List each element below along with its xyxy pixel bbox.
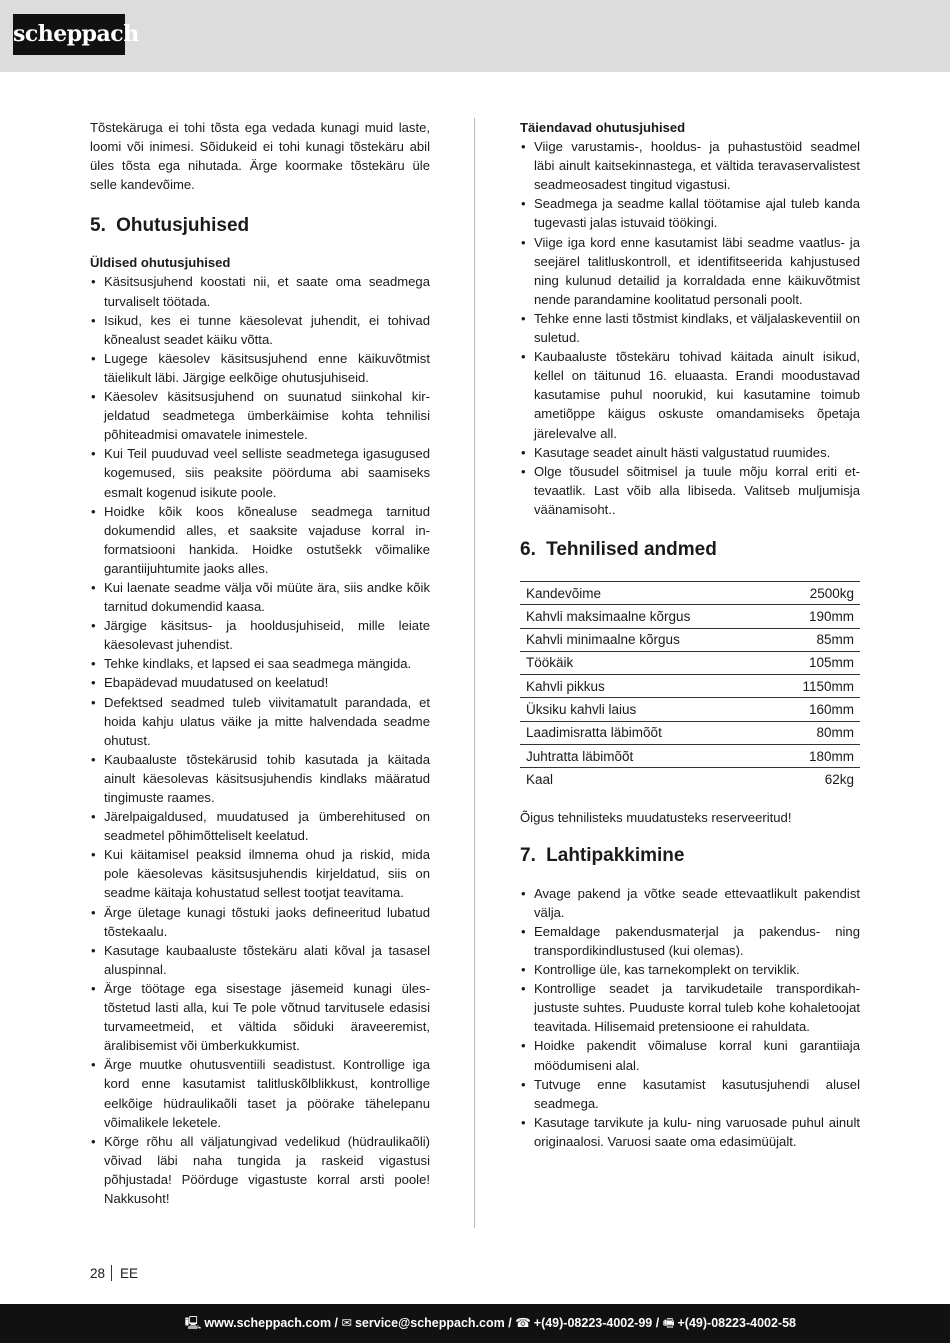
- table-row: [520, 768, 860, 791]
- list-item: • Järelpaigaldused, muudatused ja ümberehitused on seadmetel põhimõtteliselt keelatud.: [90, 807, 430, 845]
- list-item: • Ärge ületage kunagi tõstuki jaoks defineeritud lubatud tõstekaalu.: [90, 903, 430, 941]
- page-number-value: 28: [90, 1266, 106, 1281]
- section-7-heading: 7. Lahtipakkimine: [520, 844, 685, 866]
- general-safety-subheading: Üldised ohutusjuhised: [90, 255, 231, 271]
- spec-value: 1150mm: [770, 675, 860, 698]
- spec-label: Laadimisratta läbimõõt: [520, 721, 770, 744]
- general-safety-list: [90, 272, 430, 1208]
- scheppach-logo: scheppach: [13, 14, 125, 55]
- list-item: • Kasutage kaubaaluste tõstekäru alati kõval ja tasasel aluspinnal.: [90, 941, 430, 979]
- table-row: [520, 675, 860, 698]
- list-item: • Viige varustamis-, hooldus- ja puhastustöid seadmel läbi ainult kaitsekinnastega, et vältida teravaservalistest seadmeosadest tingitud vigastusi.: [520, 137, 860, 194]
- list-item: • Olge tõusudel sõitmisel ja tuule mõju korral eriti ettevaatlik. Last võib alla libiseda. Valitseb muljumisja väänamisoht..: [520, 462, 860, 519]
- spec-value: 180mm: [770, 745, 860, 768]
- spec-value: 190mm: [770, 605, 860, 628]
- list-item: • Tehke enne lasti tõstmist kindlaks, et väljalaskeventiil on suletud.: [520, 309, 860, 347]
- list-item: • Kaubaaluste tõstekäru tohivad käitada ainult isikud, kellel on täitunud 16. eluaasta. Erandi moodustavad kasutamise puhul noorukid, kui kasutamine toimub ametiõppe käigus oskuste omandamiseks õpetaja järelevalve all.: [520, 347, 860, 442]
- list-item: • Kui laenate seadme välja või müüte ära, siis andke kõik tarnitud dokumendid kaasa.: [90, 578, 430, 616]
- list-item: • Tehke kindlaks, et lapsed ei saa seadmega mängida.: [90, 654, 430, 673]
- page-number: [90, 1265, 138, 1281]
- footer-phone: +(49)-08223-4002-99 /: [533, 1316, 660, 1330]
- list-item: • Lugege käesolev käsitsusjuhend enne käikuvõtmist täielikult läbi. Järgige eelkõige ohutusjuhiseid.: [90, 349, 430, 387]
- spec-value: 80mm: [770, 721, 860, 744]
- header-band: [0, 0, 950, 72]
- table-row: [520, 651, 860, 674]
- spec-value: 105mm: [770, 651, 860, 674]
- spec-value: 85mm: [770, 628, 860, 651]
- list-item: • Avage pakend ja võtke seade ettevaatlikult pakendist välja.: [520, 884, 860, 922]
- table-row: [520, 605, 860, 628]
- email-icon: ✉: [341, 1316, 352, 1330]
- additional-safety-subheading: Täiendavad ohutusjuhised: [520, 120, 686, 135]
- right-column: [520, 118, 860, 1151]
- list-item: • Isikud, kes ei tunne käesolevat juhendit, ei tohivad kõnealust seadet käiku võtta.: [90, 311, 430, 349]
- list-item: • Ebapädevad muudatused on keelatud!: [90, 673, 430, 692]
- list-item: • Kui käitamisel peaksid ilmnema ohud ja riskid, mida pole käesolevas käsitsusjuhendis kirjeldatud, siis on seadme käitaja kohustatud sellest tootjat teavitama.: [90, 845, 430, 902]
- list-item: • Kaubaaluste tõstekärusid tohib kasutada ja käitada ainult käesolevas käsitsusjuhendis kindlaks määratud tingimuste raames.: [90, 750, 430, 807]
- list-item: • Kõrge rõhu all väljatungivad vedelikud (hüdraulikaõli) võivad läbi naha tungida ja raskeid vigastusi põhjustada! Pöörduge vigastuste korral arsti poole! Nakkusoht!: [90, 1132, 430, 1208]
- left-column: [90, 118, 430, 1208]
- list-item: • Tutvuge enne kasutamist kasutusjuhendi alusel seadmega.: [520, 1075, 860, 1113]
- section-5-heading: 5. Ohutusjuhised: [90, 215, 250, 237]
- footer-website: www.scheppach.com /: [204, 1316, 339, 1330]
- page-number-separator: [111, 1265, 112, 1281]
- table-row: [520, 698, 860, 721]
- list-item: • Kontrollige üle, kas tarnekomplekt on terviklik.: [520, 960, 860, 979]
- list-item: • Kasutage seadet ainult hästi valgustatud ruumides.: [520, 443, 860, 462]
- spec-value: 62kg: [824, 771, 854, 787]
- page-language: EE: [120, 1266, 139, 1281]
- list-item: • Seadmega ja seadme kallal töötamise ajal tuleb kanda tugevasti jalas istuvaid töökingi.: [520, 194, 860, 232]
- additional-safety-list: [520, 137, 860, 519]
- spec-label: Kahvli minimaalne kõrgus: [520, 628, 770, 651]
- column-divider: [474, 118, 475, 1228]
- computer-icon: 🖳: [184, 1316, 202, 1330]
- spec-label: Üksiku kahvli laius: [520, 698, 770, 721]
- fax-icon: 🖷: [662, 1316, 675, 1330]
- list-item: • Kontrollige seadet ja tarvikudetaile transpordikahjustuste suhtes. Puuduste korral tuleb kohe kohaletoojat teavitada. Hilisemaid pretensioone ei rahuldata.: [520, 979, 860, 1036]
- phone-icon: ☎: [515, 1316, 531, 1330]
- spec-label: Töökäik: [520, 651, 770, 674]
- list-item: • Hoidke pakendit võimaluse korral kuni garantiiaja möödumiseni alal.: [520, 1036, 860, 1074]
- list-item: • Hoidke kõik koos kõnealuse seadmega tarnitud dokumendid alles, et saaksite vajaduse korral informatsiooni hankida. Hoidke ostutšekk võimalike garantiijuhtumite jaoks alles.: [90, 502, 430, 578]
- spec-label: Kandevõime: [520, 581, 770, 604]
- list-item: • Defektsed seadmed tuleb viivitamatult parandada, et hoida kahju ulatus väike ja mitte halvendada seadme ohutust.: [90, 693, 430, 750]
- list-item: • Eemaldage pakendusmaterjal ja pakendus- ning transpordikindlustused (kui olemas).: [520, 922, 860, 960]
- spec-value: 160mm: [770, 698, 860, 721]
- list-item: • Viige iga kord enne kasutamist läbi seadme vaatlus- ja seejärel talitluskontroll, et identifitseerida kahjustused ning kulunud detailid ja korraldada enne käikuvõtmist nende parandamine koolitatud personali poolt.: [520, 233, 860, 309]
- section-6-heading: 6. Tehnilised andmed: [520, 538, 717, 560]
- intro-paragraph: Tõstekäruga ei tohi tõsta ega vedada kunagi muid laste, loomi või inimesi. Sõidukeid ei tohi kunagi tõstekäru abil üles tõsta ega nihutada. Ärge koormake tõstekäru üle selle kandevõime.: [90, 120, 430, 193]
- list-item: • Käsitsusjuhend koostati nii, et saate oma seadmega turvaliselt töötada.: [90, 272, 430, 310]
- list-item: • Kui Teil puuduvad veel selliste seadmetega igasugused kogemused, siis peaksite pöörduma abi saamiseks esmalt kogenud isikute poole.: [90, 444, 430, 501]
- footer-email: service@scheppach.com /: [354, 1316, 512, 1330]
- list-item: • Käesolev käsitsusjuhend on suunatud siinkohal kirjeldatud seadmetega ümberkäimise kohta tehnilisi põhiteadmisi omavatele inimestele.: [90, 387, 430, 444]
- footer-contact-bar: [0, 1304, 950, 1343]
- spec-label: Kaal: [526, 771, 554, 787]
- spec-value: 2500kg: [770, 581, 860, 604]
- spec-label: Juhtratta läbimõõt: [520, 745, 770, 768]
- spec-label: Kahvli maksimaalne kõrgus: [520, 605, 770, 628]
- table-row: [520, 628, 860, 651]
- list-item: • Järgige käsitsus- ja hooldusjuhiseid, mille leiate käesolevast juhendist.: [90, 616, 430, 654]
- list-item: • Ärge muutke ohutusventiili seadistust. Kontrollige iga kord enne kasutamist talitluskõlblikkust, kontrollige eelkõige hüdraulikaõli taset ja pöörake tähelepanu võimalikele leketele.: [90, 1055, 430, 1131]
- table-row: [520, 745, 860, 768]
- rights-note: Õigus tehnilisteks muudatusteks reserveeritud!: [520, 809, 792, 825]
- list-item: • Kasutage tarvikute ja kulu- ning varuosade puhul ainult originaalosi. Varuosi saate oma edasimüüjalt.: [520, 1113, 860, 1151]
- spec-label: Kahvli pikkus: [520, 675, 770, 698]
- tech-specs-table: [520, 581, 860, 791]
- list-item: • Ärge töötage ega sisestage jäsemeid kunagi ülestõstetud lasti alla, kui Te pole võtnud tarvitusele edasisi turvameetmeid, et vältida sõiduki äraveeremist, äralibisemist või ümberkukkumist.: [90, 979, 430, 1055]
- table-row: [520, 721, 860, 744]
- footer-fax: +(49)-08223-4002-58: [677, 1316, 796, 1330]
- table-row: [520, 581, 860, 604]
- unpacking-list: [520, 884, 860, 1151]
